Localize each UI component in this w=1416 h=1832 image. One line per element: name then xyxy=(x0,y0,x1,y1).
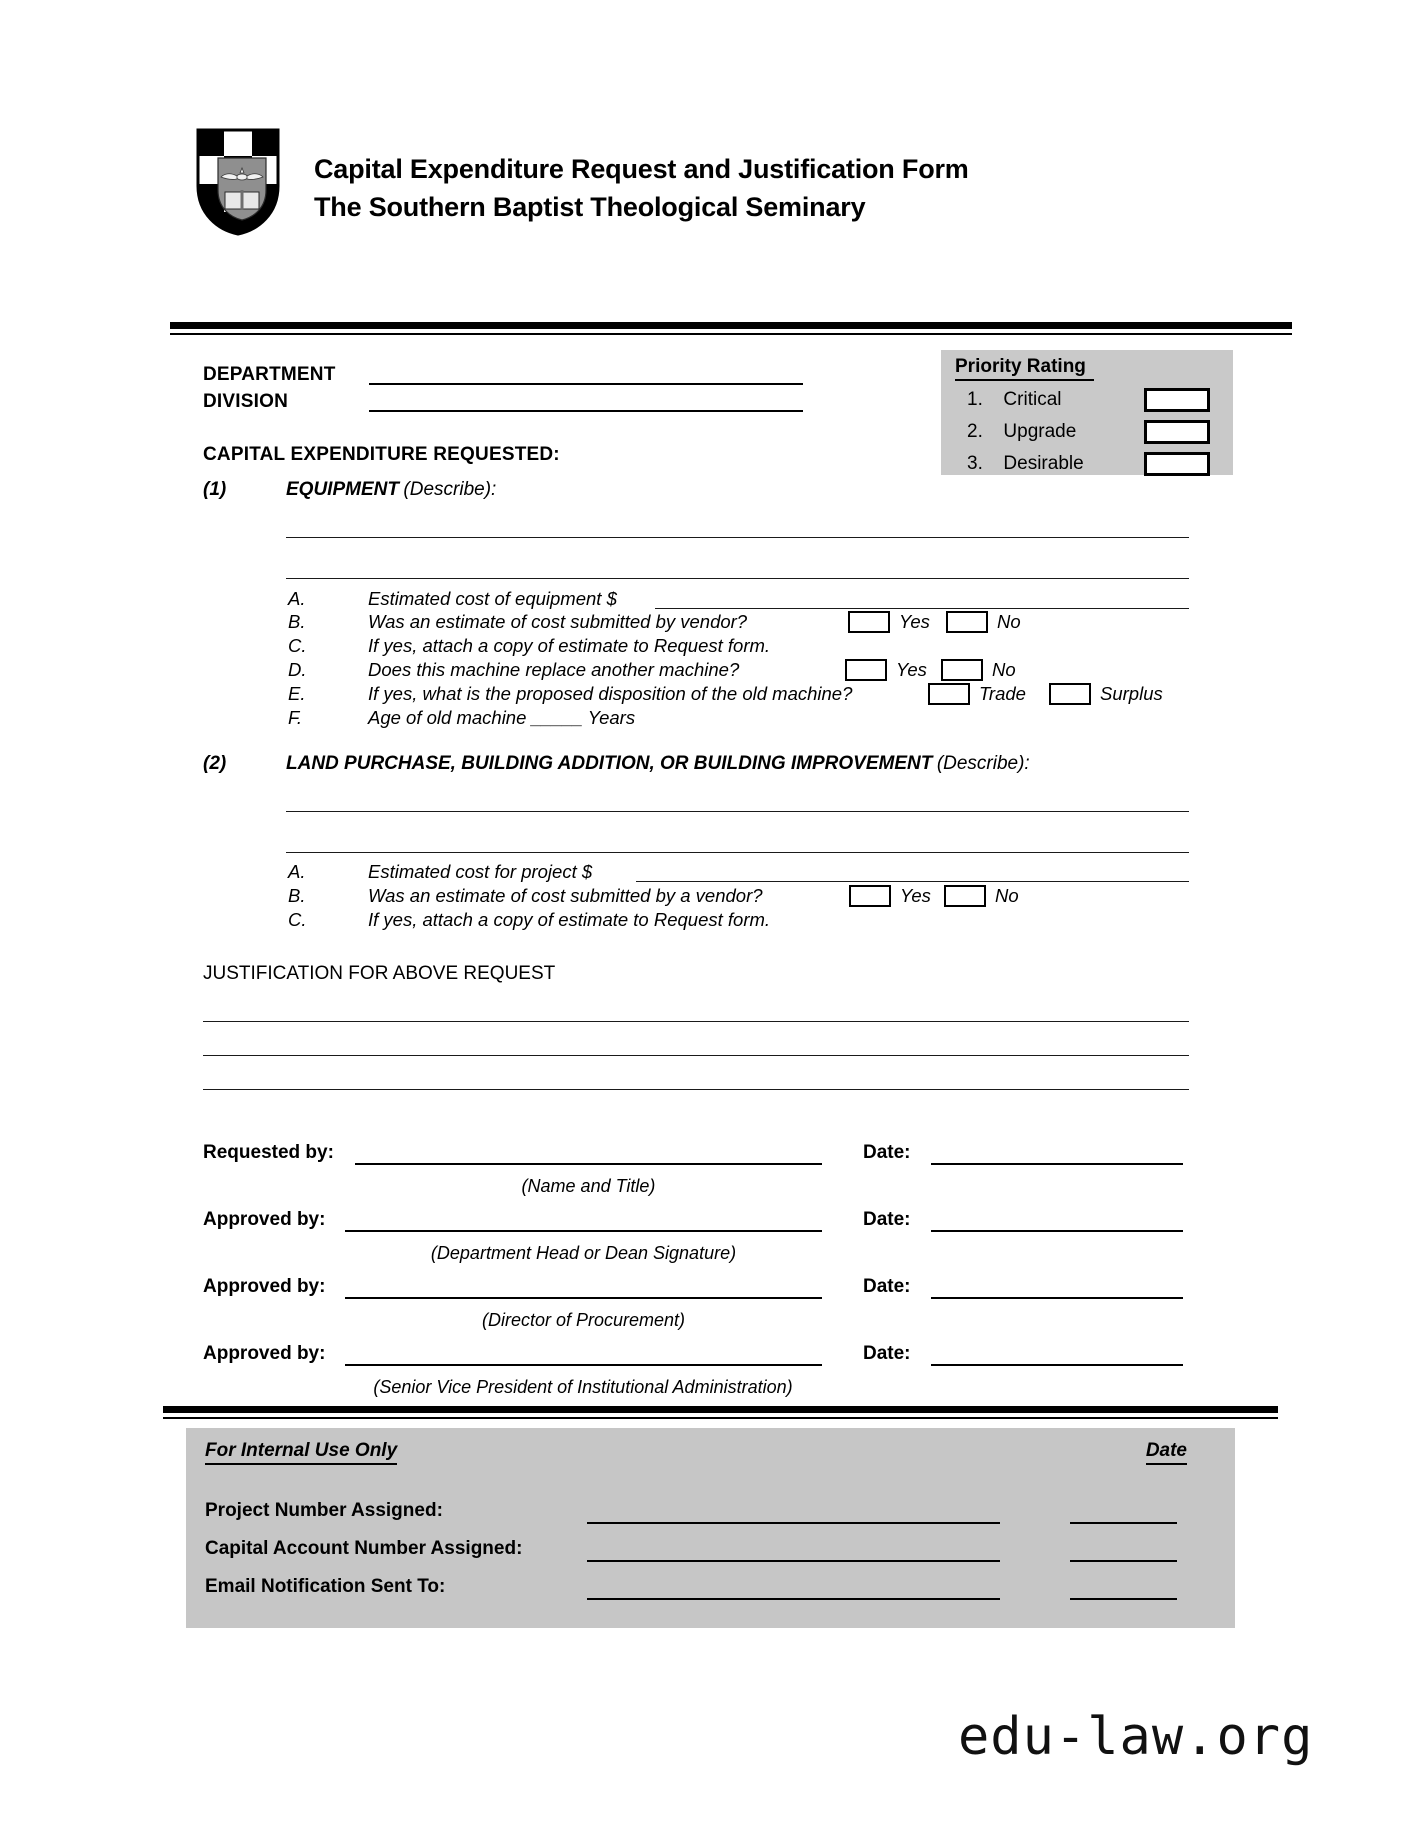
section1-item-d-yes-label: Yes xyxy=(896,659,927,680)
department-label: DEPARTMENT xyxy=(203,364,336,385)
header-title-group xyxy=(314,128,969,226)
priority-rating-panel xyxy=(941,350,1233,475)
internal-use-row-2-line[interactable] xyxy=(587,1560,1000,1562)
signature-row-2-caption: (Department Head or Dean Signature) xyxy=(430,1243,737,1263)
section1-item-b-yes-label: Yes xyxy=(899,611,930,632)
section1-item-c-text: If yes, attach a copy of estimate to Request form. xyxy=(368,635,771,656)
signature-row-2-line[interactable] xyxy=(345,1230,822,1232)
section2-item-b-yes-checkbox[interactable] xyxy=(849,885,891,907)
internal-use-row-1-date-line[interactable] xyxy=(1070,1522,1177,1524)
section1-item-c-letter: C. xyxy=(288,635,307,656)
section1-item-a-text: Estimated cost of equipment $ xyxy=(368,588,617,609)
internal-use-row-1-label: Project Number Assigned: xyxy=(205,1500,443,1521)
signature-row-3-line[interactable] xyxy=(345,1297,822,1299)
section1-item-d-letter: D. xyxy=(288,659,307,680)
priority-item-critical-label: Critical xyxy=(1003,389,1062,410)
internal-use-row-2-date-line[interactable] xyxy=(1070,1560,1177,1562)
internal-use-row-3-label: Email Notification Sent To: xyxy=(205,1576,446,1597)
justification-line-3[interactable] xyxy=(203,1089,1189,1090)
priority-checkbox-upgrade[interactable] xyxy=(1144,420,1210,444)
section1-describe-line-2[interactable] xyxy=(286,578,1189,579)
section2-item-c-text: If yes, attach a copy of estimate to Request form. xyxy=(368,909,771,930)
priority-item-critical-num: 1. xyxy=(967,389,983,410)
section2-describe-line-1[interactable] xyxy=(286,811,1189,812)
section1-item-b-letter: B. xyxy=(288,611,306,632)
priority-checkbox-critical[interactable] xyxy=(1144,388,1210,412)
top-rule-thin xyxy=(170,333,1292,335)
section1-item-e-trade-label: Trade xyxy=(979,683,1026,704)
seminary-crest-logo xyxy=(196,128,280,236)
section1-item-b-yes-checkbox[interactable] xyxy=(848,611,890,633)
signature-row-1-line[interactable] xyxy=(355,1163,822,1165)
signature-row-3-label: Approved by: xyxy=(203,1276,326,1297)
section2-item-a-letter: A. xyxy=(288,861,306,882)
section2-item-a-cost-line[interactable] xyxy=(636,881,1189,882)
internal-use-row-3-line[interactable] xyxy=(587,1598,1000,1600)
priority-item-critical xyxy=(967,389,1061,411)
bottom-rule-thin xyxy=(163,1417,1278,1419)
section2-number: (2) xyxy=(203,753,227,774)
priority-checkbox-desirable[interactable] xyxy=(1144,452,1210,476)
signature-row-1-date-line[interactable] xyxy=(931,1163,1183,1165)
priority-item-upgrade xyxy=(967,421,1076,443)
section1-heading-suffix: (Describe): xyxy=(403,479,497,500)
section2-heading-group xyxy=(286,753,1030,775)
section1-item-a-cost-line[interactable] xyxy=(655,608,1189,609)
signature-row-4-date-label: Date: xyxy=(863,1343,911,1364)
bottom-rule-thick xyxy=(163,1406,1278,1413)
top-rule-thick xyxy=(170,322,1292,329)
signature-row-1-date-label: Date: xyxy=(863,1142,911,1163)
justification-line-1[interactable] xyxy=(203,1021,1189,1022)
internal-use-panel xyxy=(186,1428,1235,1628)
signature-row-3-caption: (Director of Procurement) xyxy=(481,1310,686,1330)
signature-row-1-caption: (Name and Title) xyxy=(521,1176,656,1196)
section1-item-d-no-label: No xyxy=(992,659,1016,680)
signature-row-2-date-line[interactable] xyxy=(931,1230,1183,1232)
internal-use-row-2-label: Capital Account Number Assigned: xyxy=(205,1538,523,1559)
section2-item-b-yes-label: Yes xyxy=(900,885,931,906)
section1-heading-group xyxy=(286,479,496,501)
signature-row-2-date-label: Date: xyxy=(863,1209,911,1230)
priority-item-desirable-label: Desirable xyxy=(1003,453,1084,474)
section2-heading: LAND PURCHASE, BUILDING ADDITION, OR BUILDING IMPROVEMENT xyxy=(286,753,933,774)
internal-use-row-3-date-line[interactable] xyxy=(1070,1598,1177,1600)
section1-describe-line-1[interactable] xyxy=(286,537,1189,538)
section2-item-a-text: Estimated cost for project $ xyxy=(368,861,593,882)
section1-item-f-text: Age of old machine _____ Years xyxy=(368,707,636,728)
capital-expenditure-heading: CAPITAL EXPENDITURE REQUESTED: xyxy=(203,444,560,465)
section1-number: (1) xyxy=(203,479,227,500)
priority-item-desirable-num: 3. xyxy=(967,453,983,474)
section1-item-e-surplus-label: Surplus xyxy=(1100,683,1163,704)
section2-item-b-no-checkbox[interactable] xyxy=(944,885,986,907)
section1-heading: EQUIPMENT xyxy=(286,479,399,500)
priority-item-upgrade-num: 2. xyxy=(967,421,983,442)
section1-item-b-no-label: No xyxy=(997,611,1021,632)
priority-item-desirable xyxy=(967,453,1084,475)
signature-row-1-label: Requested by: xyxy=(203,1142,334,1163)
section2-describe-line-2[interactable] xyxy=(286,852,1189,853)
section1-item-d-yes-checkbox[interactable] xyxy=(845,659,887,681)
section2-item-b-text: Was an estimate of cost submitted by a vendor? xyxy=(368,885,763,906)
section1-item-d-no-checkbox[interactable] xyxy=(941,659,983,681)
page-header xyxy=(196,128,969,236)
signature-row-2-label: Approved by: xyxy=(203,1209,326,1230)
signature-row-4-label: Approved by: xyxy=(203,1343,326,1364)
section1-item-e-surplus-checkbox[interactable] xyxy=(1049,683,1091,705)
section1-item-a-letter: A. xyxy=(288,588,306,609)
section1-item-f-letter: F. xyxy=(288,707,303,728)
watermark-text: edu-law.org xyxy=(958,1707,1314,1767)
internal-use-date-header: Date xyxy=(1146,1440,1187,1465)
signature-row-3-date-line[interactable] xyxy=(931,1297,1183,1299)
signature-row-4-line[interactable] xyxy=(345,1364,822,1366)
department-input-line[interactable] xyxy=(369,383,803,385)
section1-item-b-no-checkbox[interactable] xyxy=(946,611,988,633)
section1-item-d-text: Does this machine replace another machine? xyxy=(368,659,740,680)
justification-heading: JUSTIFICATION FOR ABOVE REQUEST xyxy=(203,963,556,984)
section2-item-b-letter: B. xyxy=(288,885,306,906)
internal-use-row-1-line[interactable] xyxy=(587,1522,1000,1524)
division-label: DIVISION xyxy=(203,391,289,412)
signature-row-4-date-line[interactable] xyxy=(931,1364,1183,1366)
section2-heading-suffix: (Describe): xyxy=(936,753,1030,774)
priority-rating-title: Priority Rating xyxy=(955,356,1094,381)
section1-item-e-trade-checkbox[interactable] xyxy=(928,683,970,705)
justification-line-2[interactable] xyxy=(203,1055,1189,1056)
signature-row-3-date-label: Date: xyxy=(863,1276,911,1297)
page-title: Capital Expenditure Request and Justification Form xyxy=(314,154,969,184)
page-subtitle: The Southern Baptist Theological Seminary xyxy=(314,192,866,222)
signature-row-4-caption: (Senior Vice President of Institutional Administration) xyxy=(373,1377,793,1397)
section2-item-c-letter: C. xyxy=(288,909,307,930)
section1-item-e-letter: E. xyxy=(288,683,306,704)
internal-use-title: For Internal Use Only xyxy=(205,1440,397,1465)
section2-item-b-no-label: No xyxy=(995,885,1019,906)
priority-item-upgrade-label: Upgrade xyxy=(1003,421,1077,442)
section1-item-b-text: Was an estimate of cost submitted by vendor? xyxy=(368,611,748,632)
section1-item-e-text: If yes, what is the proposed disposition of the old machine? xyxy=(368,683,853,704)
division-input-line[interactable] xyxy=(369,410,803,412)
